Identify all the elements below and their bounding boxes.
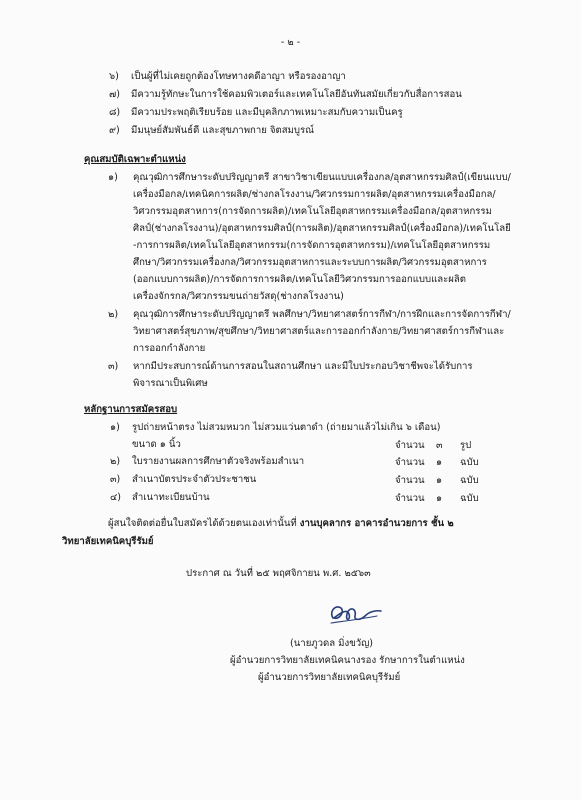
- submission-line: ผู้สนใจติดต่อยื่นใบสมัครได้ด้วยตนเองเท่านั้นที่ งานบุคลากร อาคารอำนวยการ ชั้น ๒: [108, 518, 454, 529]
- quantity-label: จำนวน: [395, 493, 425, 504]
- qualification-line: พิจารณาเป็นพิเศษ: [133, 378, 208, 389]
- list-item: ๗) มีความรู้ทักษะในการใช้คอมพิวเตอร์และเทคโนโลยีอันทันสมัยเกี่ยวกับสื่อการสอน: [109, 89, 462, 100]
- evidence-item: ๑) รูปถ่ายหน้าตรง ไม่สวมหมวก ไม่สวมแว่นตาดำ (ถ่ายมาแล้วไม่เกิน ๖ เดือน): [110, 422, 441, 433]
- qualification-line: การออกกำลังกาย: [133, 343, 206, 354]
- qualification-number: ๒): [108, 309, 119, 320]
- quantity-value: ๑: [436, 457, 443, 468]
- qualification-number: ๓): [108, 361, 119, 372]
- quantity-label: จำนวน: [395, 457, 425, 468]
- quantity-value: ๑: [436, 475, 443, 486]
- quantity-value: ๑: [436, 493, 443, 504]
- qualification-line: ศิลป์(ช่างกลโรงงาน)/อุตสาหกรรมศิลป์(การผลิต)/อุตสาหกรรมศิลป์(เครื่องมือกล)/เทคโนโลยี: [133, 223, 511, 234]
- qualification-line: หากมีประสบการณ์ด้านการสอนในสถานศึกษา และมีใบประกอบวิชาชีพจะได้รับการ: [133, 361, 473, 372]
- qualification-line: เครื่องจักรกล/วิศวกรรมขนถ่ายวัสดุ(ช่างกลโรงงาน): [133, 291, 344, 302]
- quantity-unit: ฉบับ: [460, 493, 479, 504]
- qualification-line: วิทยาศาสตร์สุขภาพ/สุขศึกษา/วิทยาศาสตร์และการออกกำลังกาย/วิทยาศาสตร์การกีฬาและ: [133, 326, 505, 337]
- qualification-line: -การการผลิต/เทคโนโลยีอุตสาหกรรม(การจัดการอุตสาหกรรม)/เทคโนโลยีอุตสาหกรรม: [133, 240, 491, 251]
- evidence-heading: หลักฐานการสมัครสอบ: [84, 404, 178, 415]
- list-item: ๖) เป็นผู้ที่ไม่เคยถูกต้องโทษทางคดีอาญา หรือรองอาญา: [109, 71, 346, 82]
- list-item: ๙) มีมนุษย์สัมพันธ์ดี และสุขภาพกาย จิตสมบูรณ์: [109, 125, 315, 136]
- evidence-item: ๓) สำเนาบัตรประจำตัวประชาชน: [110, 474, 257, 485]
- quantity-label: จำนวน: [395, 440, 425, 451]
- signer-title: ผู้อำนวยการวิทยาลัยเทคนิคบุรีรัมย์: [258, 672, 401, 683]
- signer-title: ผู้อำนวยการวิทยาลัยเทคนิคนางรอง รักษาการในตำแหน่ง: [230, 655, 465, 666]
- qualification-number: ๑): [108, 172, 118, 183]
- signature-icon: [325, 596, 385, 632]
- quantity-label: จำนวน: [395, 475, 425, 486]
- quantity-unit: ฉบับ: [460, 475, 479, 486]
- signer-name: (นายภูวดล มิ่งขวัญ): [290, 638, 374, 649]
- list-item: ๘) มีความประพฤติเรียบร้อย และมีบุคลิกภาพเหมาะสมกับความเป็นครู: [109, 107, 403, 118]
- evidence-item: ๒) ใบรายงานผลการศึกษาตัวจริงพร้อมสำเนา: [110, 456, 305, 467]
- qualification-line: ศึกษา/วิศวกรรมเครื่องกล/วิศวกรรมอุตสาหการและระบบการผลิต/วิศวกรรมอุตสาหการ: [133, 257, 487, 268]
- qualification-line: (ออกแบบการผลิต)/การจัดการการผลิต/เทคโนโลยีวิศวกรรมการออกแบบและผลิต: [133, 274, 467, 285]
- quantity-unit: รูป: [460, 440, 472, 451]
- qualification-line: เครื่องมือกล/เทคนิคการผลิต/ช่างกลโรงงาน/วิศวกรรมการผลิต/อุตสาหกรรมเครื่องมือกล/: [133, 189, 496, 200]
- evidence-item-size: ขนาด ๑ นิ้ว: [132, 439, 181, 450]
- quantity-value: ๓: [436, 440, 443, 451]
- qualification-line: คุณวุฒิการศึกษาระดับปริญญาตรี สาขาวิชาเขียนแบบเครื่องกล/อุตสาหกรรมศิลป์(เขียนแบบ/: [133, 172, 511, 183]
- announce-date: ประกาศ ณ วันที่ ๒๕ พฤศจิกายน พ.ศ. ๒๕๖๓: [186, 568, 371, 579]
- evidence-item: ๔) สำเนาทะเบียนบ้าน: [110, 492, 210, 503]
- quantity-unit: ฉบับ: [460, 457, 479, 468]
- page-number: - ๒ -: [280, 37, 301, 48]
- college-name: วิทยาลัยเทคนิคบุรีรัมย์: [62, 536, 154, 547]
- qualification-line: คุณวุฒิการศึกษาระดับปริญญาตรี พลศึกษา/วิทยาศาสตร์การกีฬา/การฝึกและการจัดการกีฬา/: [133, 309, 511, 320]
- qualification-line: วิศวกรรมอุตสาหการ(การจัดการผลิต)/เทคโนโลยีอุตสาหกรรมเครื่องมือกล/อุตสาหกรรม: [133, 206, 492, 217]
- qualifications-heading: คุณสมบัติเฉพาะตำแหน่ง: [84, 154, 186, 165]
